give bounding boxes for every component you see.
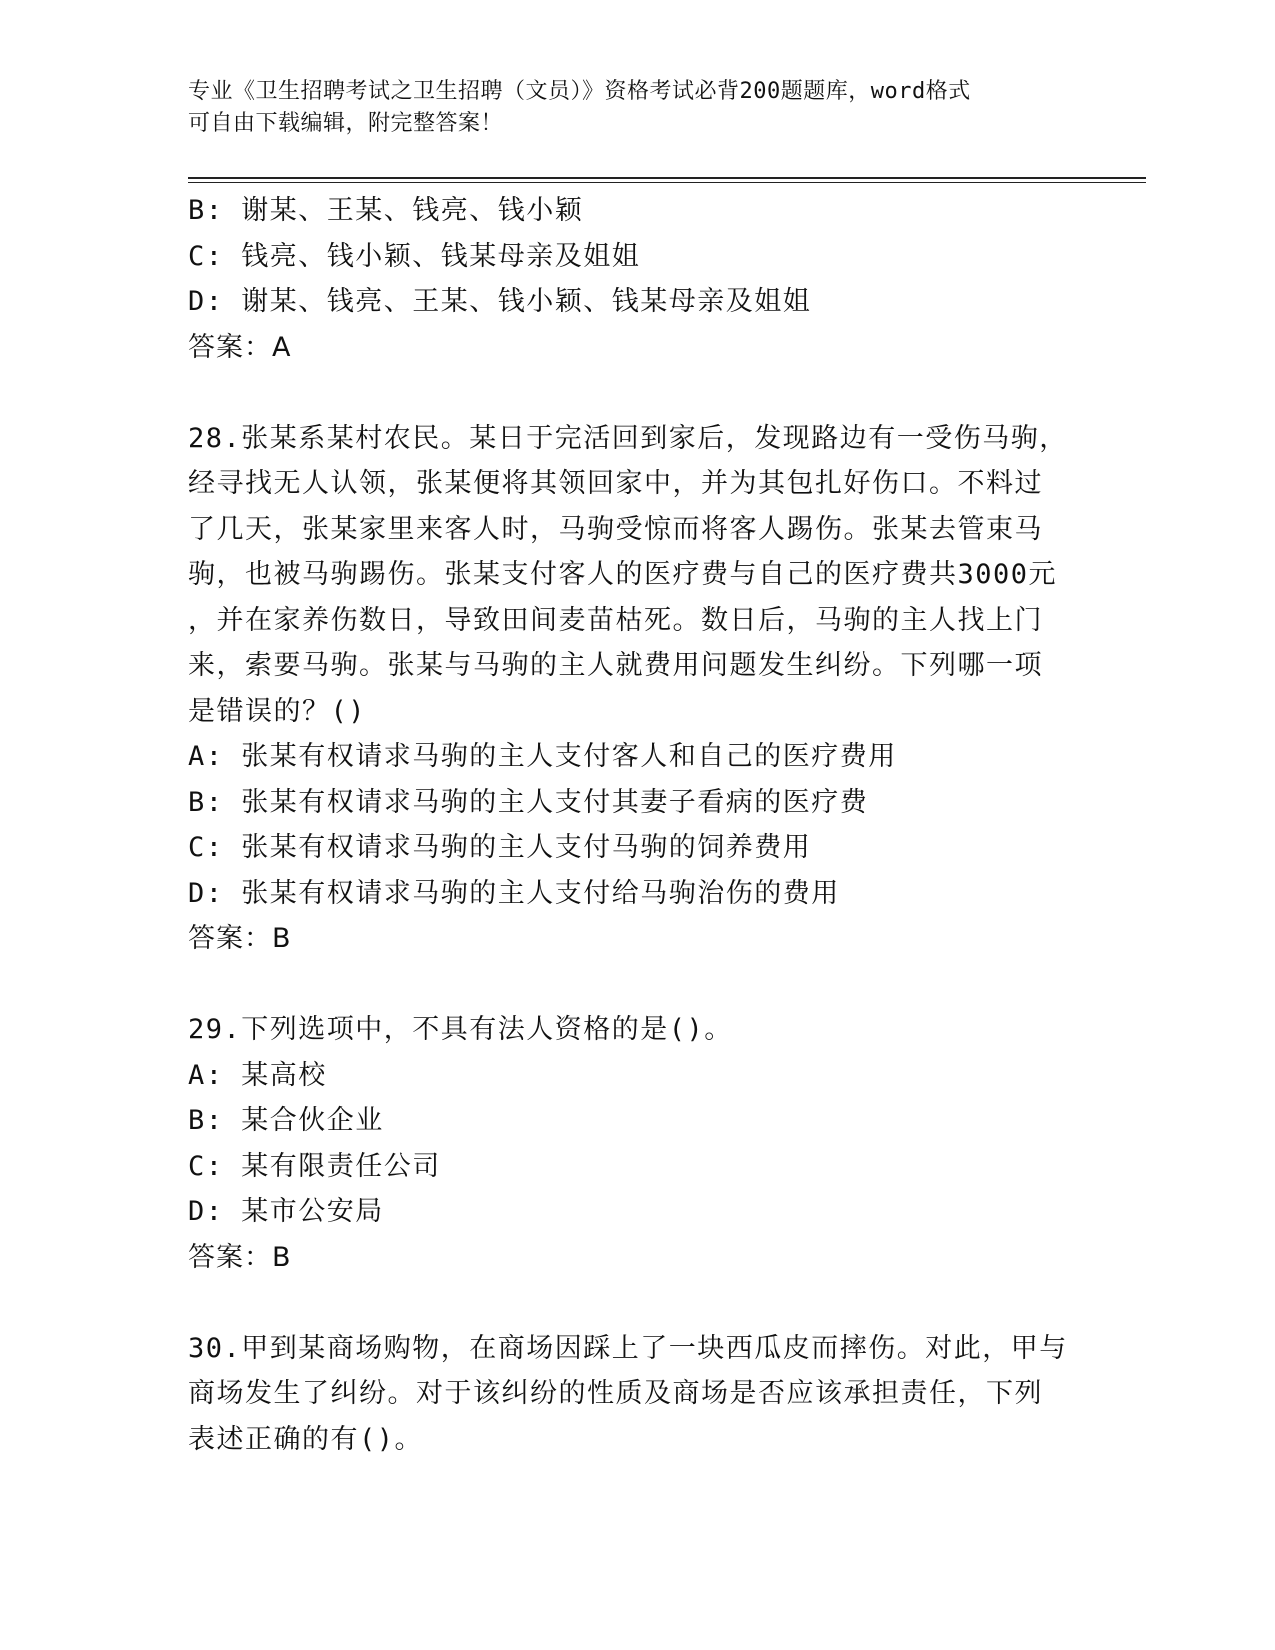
question-content [188, 188, 1088, 1462]
option-a: A: 某高校 [188, 1059, 327, 1091]
question-stem-line: 28.张某系某村农民。某日于完活回到家后，发现路边有一受伤马驹， [188, 422, 1068, 454]
option-d: D: 谢某、钱亮、王某、钱小颖、钱某母亲及姐姐 [188, 286, 812, 317]
option-b: B: 谢某、王某、钱亮、钱小颖 [188, 195, 584, 226]
answer-label: 答案：B [188, 923, 292, 954]
question-stem-line: 经寻找无人认领，张某便将其领回家中，并为其包扎好伤口。不料过 [188, 468, 1043, 499]
spacer [188, 370, 1088, 416]
question-27-tail [188, 188, 1088, 370]
option-c: C: 钱亮、钱小颖、钱某母亲及姐姐 [188, 240, 641, 272]
answer-label: 答案：A [188, 331, 292, 363]
option-b: B: 某合伙企业 [188, 1105, 384, 1136]
option-d: D: 张某有权请求马驹的主人支付给马驹治伤的费用 [188, 877, 840, 909]
question-stem-line: 30.甲到某商场购物，在商场因踩上了一块西瓜皮而摔伤。对此，甲与 [188, 1332, 1068, 1364]
question-stem-line: 29.下列选项中，不具有法人资格的是()。 [188, 1014, 733, 1045]
option-c: C: 某有限责任公司 [188, 1150, 441, 1182]
question-stem-line: 了几天，张某家里来客人时，马驹受惊而将客人踢伤。张某去管束马 [188, 513, 1043, 545]
header-divider-thick [188, 177, 1146, 179]
option-b: B: 张某有权请求马驹的主人支付其妻子看病的医疗费 [188, 786, 869, 818]
spacer [188, 1280, 1088, 1326]
answer-label: 答案：B [188, 1241, 292, 1273]
question-stem-line: 来，索要马驹。张某与马驹的主人就费用问题发生纠纷。下列哪一项 [188, 650, 1043, 681]
question-stem-line: ，并在家养伤数日，导致田间麦苗枯死。数日后，马驹的主人找上门 [188, 604, 1043, 636]
question-stem-line: 商场发生了纠纷。对于该纠纷的性质及商场是否应该承担责任，下列 [188, 1378, 1043, 1409]
header-title-line-1: 专业《卫生招聘考试之卫生招聘（文员）》资格考试必背200题题库，word格式 [188, 79, 971, 104]
spacer [188, 962, 1088, 1008]
option-a: A: 张某有权请求马驹的主人支付客人和自己的医疗费用 [188, 741, 897, 772]
question-stem-line: 是错误的？() [188, 695, 367, 727]
option-d: D: 某市公安局 [188, 1196, 384, 1227]
question-stem-line: 驹，也被马驹踢伤。张某支付客人的医疗费与自己的医疗费共3000元 [188, 559, 1058, 590]
option-c: C: 张某有权请求马驹的主人支付马驹的饲养费用 [188, 832, 812, 863]
question-30 [188, 1326, 1088, 1463]
header-divider-thin [188, 182, 1146, 183]
document-header [188, 76, 1088, 140]
question-stem-line: 表述正确的有()。 [188, 1423, 424, 1455]
header-title-line-2: 可自由下载编辑，附完整答案！ [188, 111, 504, 136]
question-28 [188, 416, 1088, 962]
question-29 [188, 1007, 1088, 1280]
